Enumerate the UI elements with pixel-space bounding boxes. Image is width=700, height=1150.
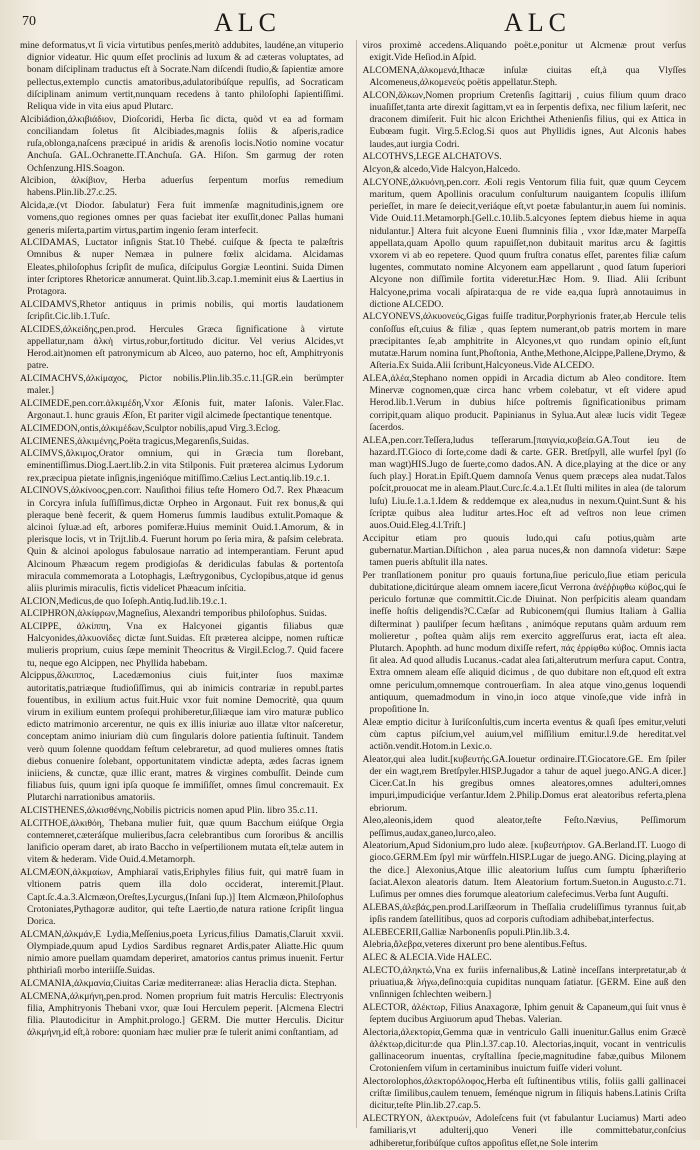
dictionary-entry: ALCIDES,ἀλκείδης,pen.prod. Hercules Græca ſignificatione à virtute appellatur,nam ἀλκὴ virtus,robur,fortitudo dicitur. Vel verius Alcides,vt Herod.ait)nomen eſt patronymicum ab Alceo, auo paterno, hoc eſt, Amphitryonis patre. <box>20 323 344 372</box>
dictionary-entry: ALCIDAMAS, Luctator inſignis Stat.10 Thebé. cuiſque & ſpecta te palæſtris Omnibus & nuper Nemæa in pulnere fœlix alcidama. Alcidamas Eleates,philoſophus ſcripſit de muſica, diſcipulus Gorgiæ Leontini. Suida Dimen inter ſcriptores Rhetoricæ annumerat. Quint.lib.3.cap.1.meminit eius & Laertius in Protagora. <box>20 237 344 298</box>
dictionary-entry: Alectoria,ἀλεκτορία,Gemma quæ in ventriculo Galli inuenitur.Gallus enim Græcè ἀλέκτωρ,dicitur:de qua Plin.l.37.cap.10. Alectorias,inquit, vocant in ventriculis gallinaceorum inuentas, cryſtallina ſpecie,magnitudine fabæ,quibus Milonem Crotonienſem viſum in certaminibus inuictum fuiſſe videri volunt. <box>362 1026 686 1075</box>
dictionary-entry: ALEC & ALECIA.Vide HALEC. <box>362 952 492 964</box>
dictionary-entry: Aleo,aleonis,idem quod aleator,teſte Feſto.Nævius, Peſſimorum peſſimus,audax,ganeo,lurco,aleo. <box>362 815 686 839</box>
dictionary-entry: ALCOTHVS,LEGE ALCHATOVS. <box>362 151 502 163</box>
dictionary-entry: ALCIDAMVS,Rhetor antiquus in primis nobilis, qui mortis laudationem ſcripſit.Cic.lib.1.Tuſc. <box>20 298 344 322</box>
dictionary-entry: ALCYONE,ἀλκυόνη,pen.corr. Æoli regis Ventorum filia fuit, quæ quum Ceycem maritum, quem Apollinis oraculum conſulturum nauigantem ſcopulis illiſum perieſſet, in mare ſe deiecit,veriáque eſt,vt poetæ fabulantur,in auem ſui nominis. Vide Ouid.11.Metamorph.[Gell.c.10.lib.5.alcyones ſeptem diebus hieme in aqua nidulantur.] Altera fuit alcyone Eueni ſlumninis filia , vxor Idæ,mater Marpeſſa appellata,quam Apollo quum rapuiſſet,non dubitauit maritus arcu & ſagittis vxorem vi ab eo repetere. Quod quum fruſtra conatus eſſet, parentes filiæ caſum lugentes, commutato nomine Alcyonem eam appellarunt , quod ſatum ſuperiori Alcyone non diſſimile fortita videretur.Hæc Hom. 9. Iliad. Alii ſcribunt Halcyone,prima vocali aſpirata:qua de re vide ea,qua ſuprà annotauimus in dictione ALCEDO. <box>362 176 686 310</box>
dictionary-entry: ALCIMEDON,ontis,ἀλκιμέδων,Sculptor nobilis,apud Virg.3.Eclog. <box>20 422 281 434</box>
dictionary-entry: ALEA,pen.corr.Teſſera,ludus teſſerarum.[παιγνία,κυβεία.GA.Tout ieu de hazard.IT.Gioco di ſorte,come dadi & carte. GER. Bretſpyll, alle wurfel ſpyl (ſo man wagt)HIS.Jugo de ſuerte,como dados.AN. A dice,playing at the dice or any ſuch play.] Horat.in Epiſt.Quem damnoſa Venus quem præceps alea nudat.Talos poſcit,prouocat me in aleam.Plaut.Curc.ſc.4.a.1.Et ſlulti milites in alea (de talorum luſu) Liu.ſe.1.a.1.Idem & reddemque ex alea,nudus in nexum.Quint.Sunt & his ſcriptæ quibus alea luditur artes.Hoc eſt ad veſtros non leue crimen auos.Ouid.Eleg.4.l.Triſt.] <box>362 434 686 531</box>
dictionary-entry: ALCINOVS,ἀλκίνοος,pen.corr. Nauſithoi filius teſte Homero Od.7. Rex Phæacum in Corcyra inſula ſuſſiſſimus,dictæ Orpheo in Argonaut. Fuit rex bonus,& qui pleraque benè fecerit, & quem Homerus ſummis laudibus extulit.Pomaque & alcinoi ſyluæ.ad eſt, arbores pomiferæ.Huius meminit Ouid.1.Amorum, & in plerisque locis, vt in Trijt.lib.4. Fuerunt horum po ſeria mira, & paſsim celebrata. Quin & alcinoi apologus fabulosaue narratio ad intemperantiam. Ferunt apud Alcinoum Phæacum regem prodigioſas & deridiculas fabulas & portentoſa miracula commemorata a Lotophagis, Læſtrygonibus, Cyclopibus,atque id genus aliis plurimis miraculis, fictis videlicet Phæacum inſcitia. <box>20 485 344 594</box>
right-column <box>356 40 687 1149</box>
page-number: 70 <box>22 14 36 29</box>
dictionary-entry: ALEBECERII,Galliæ Narbonenſis populi.Plin.lib.3.4. <box>362 926 570 938</box>
dictionary-entry: Alebria,ἄλεβρα,veteres dixerunt pro bene alentibus.Feſtus. <box>362 939 587 951</box>
dictionary-entry: ALCIMACHVS,ἀλκίμαχος, Pictor nobilis.Plin.lib.35.c.11.[GR.ein berümpter maler.] <box>20 372 344 397</box>
dictionary-entry: ALCIPHRON,ἀλκίφρων,Magneſius, Alexandri temporibus philoſophus. Suidas. <box>20 608 327 620</box>
two-column-body <box>20 40 686 1149</box>
dictionary-entry: Alcibiádion,ἀλκιβιάδιον, Dioſcoridi, Herba ſic dicta, quòd vt ea ad formam conciliandam ſoletus ſit Alcibiades,magnis ſoliis & aſperis,radice ruſa,oblonga,naſcens præcipué in aridis & arenoſis locis.Notio nomine vocatur Anchuſa. GAL.Ochranette.IT.Anchuſa. GA. Hiſon. Sm garmug der roten Ochſenzung.HIS.Soagon. <box>20 113 344 174</box>
dictionary-entry: ALCOMENA,ἀλκομενά,Ithacæ inſulæ ciuitas eſt,à qua Vlyſſes Alcomeneus,ἀλκομενεύς poëtis appellatur.Steph. <box>362 64 686 89</box>
dictionary-entry: ALCIMEDE,pen.corr.ἀλκιμέδη,Vxor Æſonis fuit, mater Iaſonis. Valer.Flac. Argonaut.1. hunc grauis Æſon, Et pariter vigil alcimede ſpectantique tenentque. <box>20 397 344 422</box>
dictionary-entry: Aleator,qui alea ludit.[κυβευτής.GA.Iouetur ordinaire.IT.Giocatore.GE. Em ſpiler der ein wagt,rem Bretſpyler.HISP.Jugador a tahur de aquel juego.ANG.A dicer.] Cicer.Cat.In his gregibus omnes aleatores,omnes adulteri,omnes impuri,impudiciq́ue verſantur.Idem 2.Philip.Domus erat aleatoribus referta,plena ebriorum. <box>362 753 686 814</box>
left-column <box>20 40 348 1128</box>
dictionary-entry: Alcibion, ἀλκίβιον, Herba aduerſus ſerpentum morſus remedium habens.Plin.lib.27.c.25. <box>20 175 344 199</box>
dictionary-entry: ALCMANIA,ἀλκμανία,Ciuitas Cariæ mediterraneæ: alias Heraclia dicta. Stephan. <box>20 977 337 989</box>
dictionary-entry: viros proximè accedens.Aliquando poët.e,ponitur ut Alcmenæ prout verſus exigit.Vide Heſiod.in Aſpid. <box>362 40 686 64</box>
dictionary-entry: ALCIMVS,ἄλκιμος,Orator omnium, qui in Græcia tum ſlorebant, eminentiſſimus.Diog.Laert.lib.2.in vita Stilponis. Fuit præterea alcimus Lydorum rex,præcipua pietate inſignis,ingenióque mitiſſimo.Cælius Lect.antiq.lib.19.c.1. <box>20 448 344 484</box>
dictionary-entry: ALCMAN,ἀλκμάν,E Lydia,Meſſenius,poeta Lyricus,filius Damatis,Claruit xxvii. Olympiade,quum apud Lydios Sardibus regnaret Ardis,pater Aliatte.Hic quum nimio amore puellam quamdam deperiret, amatorios cantus primus inuenit. Fertur phthiriaſi morbo interiiſſe.Suidas. <box>20 928 344 977</box>
dictionary-entry: ALCYONEVS,ἀλκυονεύς,Gigas fuiſſe traditur,Porphyrionis frater,ab Hercule telis conſoſſus eſt,cuius & filiæ , quas ſeptem numerant,ob patris mortem in mare præcipitantes ſe,ab amphitrite in Alcyones,vt quo rundam opinio eſt,ſunt mutatæ.Harum nomina ſunt,Phoſtonia, Anthe,Methone,Alcippe,Pallene,Drymo, & Aſteria.Ex Suida.Alii ſcribunt,Halcyoneus.Vide ALCEDO. <box>362 311 686 372</box>
dictionary-entry: Accipitur etiam pro quouis ludo,qui caſu potius,quàm arte gubernatur.Martian.Diſtichon , alea parua nuces,& non damnoſa videtur: Sæpe tamen pueris abſtulit illa nates. <box>362 532 686 569</box>
dictionary-entry: Alcyon,& alcedo,Vide Halcyon,Halcedo. <box>362 164 521 176</box>
running-head-right: ALC <box>504 8 571 37</box>
dictionary-entry: Alcida,æ.(vt Diodor. ſabulatur) Fera fuit immenſæ magnitudinis,ignem ore vomens,quo regiones omnes per quas faciebat iter exuſſit,donec Pallas humani generis miſerta,partim virtus,partim ingenio ſeram interfecit. <box>20 200 344 236</box>
dictionary-entry: Aleatorium,Apud Sidonium,pro ludo aleæ. [κυβευτήριον. GA.Berland.IT. Luogo di gioco.GERM.Em ſpyl mir würffeln.HISP.Lugar de juego.ANG. Dicing,playing at the dice.] Alexonius,Atque illic aleatorium luſſus cum ſumptu ſphæriſterio ſaciat.Alexon aleatoris datum. Item Aleatorium fortum.Sueton.in Augusto.c.71. Luſimus per omnes dies forumque aleatorium calefecimus.Verba ſunt Auguſti. <box>362 840 686 901</box>
page-header <box>18 8 686 42</box>
dictionary-entry: ALCITHOE,ἀλκιθόη, Thebana mulier fuit, quæ quum Bacchum eiúſque Orgia contemneret,cæteráſque mulieribus,ſacra celebrantibus cum ſororibus & ancillis lanificio operam daret, ab irato Baccho in veſpertilionem mutata eſt,telæ autem in vitem & hederam. Vide Ouid.4.Metamorph. <box>20 817 344 866</box>
dictionary-entry: Per tranſlationem ponitur pro quauis fortuna,ſiue periculo,ſiue etiam pericula dubitatione,dicitúrque aleam omnem iacere,ſicut Verrona ἀνέῤῥιφθω κύβος,qui ſe periculo fortunæ que committit.Cic.de Diuinat. Non perſpicitis aleam quandam inefſe hoſtis deligendis?C.Cæſar ad Rubiconem(qui ſlumius Italiam à Gallia diſterminat ) pauliſper ſecum hæſitans , animóque reputans quàm arduum rem molieretur , poſtea quàm alijs rem exercito aggreſſurus erat, iacta eſt alea. Plutarch. Apophth. ad hunc modum dixiſſe refert, πάς ἐρρίφθω κύβος. Omnis iacta ſit alea. Ad quod alludis Lucanus.-cadat alea ſati,alterutrum merſura caput. Contra, Extra omnem aleam eſſe aliquid dicimus , de quo dubitare non eſt,quod eſt extra omne periculum,omnemque controuerſiam. In alea atque vino,genus loquendi antiquum, quemadmodum in vino,in ioco atque vinoſe,que vide infrà in propoſitione In. <box>362 569 686 715</box>
dictionary-entry: ALECTOR, ἀλέκτωρ, Filius Anaxagoræ, Iphim genuit & Capaneum,qui ſuit vnus è ſeptem ducibus Argiuorum apud Thebas. Valerian. <box>362 1001 686 1026</box>
dictionary-entry: ALCMÆON,ἀλκμαίων, Amphiaraï vatis,Eriphyles filius fuit, qui matrē ſuam in vltionem patris quem illa dolo occiderat, interemit.[Plaut. Capt.ſc.4.a.3.Alcmæon,Oreſtes,Lycurgus,(Inſani ſup.)] Item Alcmæon,Philoſophus Crotoniates,Pythagoræ auditor, qui teſte Laertio,de natura ratione ſcripſit lingua Dorica. <box>20 867 344 927</box>
dictionary-entry: mine deformatus,vt ſi vicia virtutibus penſes,meritò addubites, laudéne,an vituperio dignior videatur. Hic quum eſſet proclinis ad luxum & ad cæteras voluptates, ad bonam diſciplinam traductus eſt à Socrate.Nam diſcendi ſtudio,& ſapientiæ amore pellectus,extemplo cunctis amatoribus,adulatoribúſque repulſis, ad Socraticam diſciplinam animum vertit,nunquam recedens à tanto philoſophi ſapientiſſimi. Reliqua vide in vita eius apud Plutarc. <box>20 40 344 113</box>
dictionary-entry: ALECTO,ἀληκτώ,Vna ex furiis infernalibus,& Latinè inceſſans interpretatur,ab ἀ priuatiua,& λήγω,deſino:quia cupiditas nunquam ſatiatur. [GERM. Eine auß den vnſinnigen ſchlechten weibern.] <box>362 964 686 1001</box>
dictionary-entry: ALCON,ἄλκων,Nomen proprium Cretenſis ſagittarij , cuius filium quum draco inuaſiſſet,tanta arte direxit ſagittam,vt ea in ſerpentis defixa, nec filium læſerit, nec draconem dimiſerit. Fuit hic alcon Erichthei Athenienſis filius, qui ex Attica in Eubœam fugit. Virg.5.Eclog.Si quos aut Phyllidis ignes, Aut Alconis habes laudes,aut iurgia Codri. <box>362 89 686 150</box>
dictionary-entry: Alcippus,ἄλκιππος, Lacedæmonius ciuis fuit,inter ſuos maximæ autoritatis,patriæque ſtudioſiſſimus, qui ab inimicis contrariæ in republ.partes fouentibus, in exilium actus fuit.Huic vxor fuit nomine Democritè, qua quum virum in exilium euntem proſequi prohiberetur,ſiliæque iam viro maturæ publico edicto matrimonio arcerentur, ne quis ex illis iniuriæ auo illatæ vltor naſceretur, conceptam animo iniuriam diù cum ſingularis dolore patientia ſuſtinuit. Tandem verò quum ſolenne quoddam feſtum celebraretur, ad quod mulieres omnes ſtatis diebus conuenire ſolebant, opportunitatem vindictæ adepta, ædes ſacras ignem iniiciens, & cunctæ, quæ illic erant, matres & virgines combuſſit. Deinde cum filiabus ſuis, quum igni ipſa quoque ſe immiſiſſet, omnes ſimul concremauit. Ex Plutarchi narrationibus amatoriis. <box>20 670 344 804</box>
running-head-left: ALC <box>214 8 281 37</box>
dictionary-entry: ALEA,ἀλέα,Stephano nomen oppidi in Arcadia dictum ab Aleo conditore. Item Minervæ cognomen,quæ circa hanc vrbem colebatur, vt eſt videre apud Herod.lib.1.Verum in dubius hiſce poſtremis ſignificationibus primam corripit,quam aliquo producit. Papinianus in Sylua.Aut aleæ lucis vidit Tegeæ ſacerdos. <box>362 372 686 433</box>
dictionary-entry: ALEBAS,ἀλεβάς,pen.prod.Lariſſæorum in Theſſalia crudeliſſimus tyrannus ſuit,ab ipſis randem ſatellitibus, quos ad corporis cuſtodiam adhibebat,interfectus. <box>362 901 686 925</box>
dictionary-entry: ALCISTHENES,ἀλκισθένης,Nobilis pictricis nomen apud Plin. libro 35.c.11. <box>20 805 318 817</box>
dictionary-entry: ALCMENA,ἀλκμήνη,pen.prod. Nomen proprium fuit matris Herculis: Electryonis filia, Amphitryonis Thebani vxor, quæ Ioui Herculem peperit. [Alcmena Electri filia. Plautodicitur in Amphit.prologo.] GERM. Die mutter Herculis. Dicitur ἀλκμήνη,id eſt,à robore: quoniam hæc mulier præ ſe tulerit animi conſtantiam, ad <box>20 990 344 1039</box>
dictionary-entry: Aleæ emptio dicitur à Iuriſconſultis,cum incerta eventus & quaſi ſpes emitur,veluti cùm captus piſcium,vel auium,vel miſſilium emitur.l.9.de hereditat.vel actiõn.vendit.Hotom.in Lexic.o. <box>362 716 686 753</box>
dictionary-entry: ALCIMENES,ἀλκιμένης,Poëta tragicus,Megarenſis,Suidas. <box>20 435 250 447</box>
dictionary-entry: ALCIPPE, ἀλκίππη, Vna ex Halcyonei gigantis filiabus quæ Halcyonides,ἀλκυονίδες dictæ ſunt.Suidas. Eſt præterea alcippe, nomen ruſticæ mulieris proprium, cuius ſæpe meminit Theocritus & Virgil.Eclog.7. Quid facere tu, neque ego Alcippen, nec Phyllida habebam. <box>20 621 344 669</box>
dictionary-entry: ALECTRYON, ἀλεκτρυών, Adoleſcens fuit (vt fabulantur Luciamus) Marti adeo familiaris,vt adulterij,quo Veneri ille committebatur,conſcius adhiberetur,foribúſque cuſtos appoſitus eſſet,ne Sole interim <box>362 1113 686 1149</box>
dictionary-entry: ALCION,Medicus,de quo Ioſeph.Antiq.Iud.lib.19.c.1. <box>20 595 228 607</box>
dictionary-entry: Alectorolophos,ἀλεκτορόλοφος,Herba eſt ſuſtinentibus vtilis, foliis galli gallinacei criſtæ ſimilibus,caulem tenuem, ſeménque nigrum in ſiliquis habens.Latinis Criſta dicitur,teſte Plin.lib.27.cap.5. <box>362 1076 686 1112</box>
